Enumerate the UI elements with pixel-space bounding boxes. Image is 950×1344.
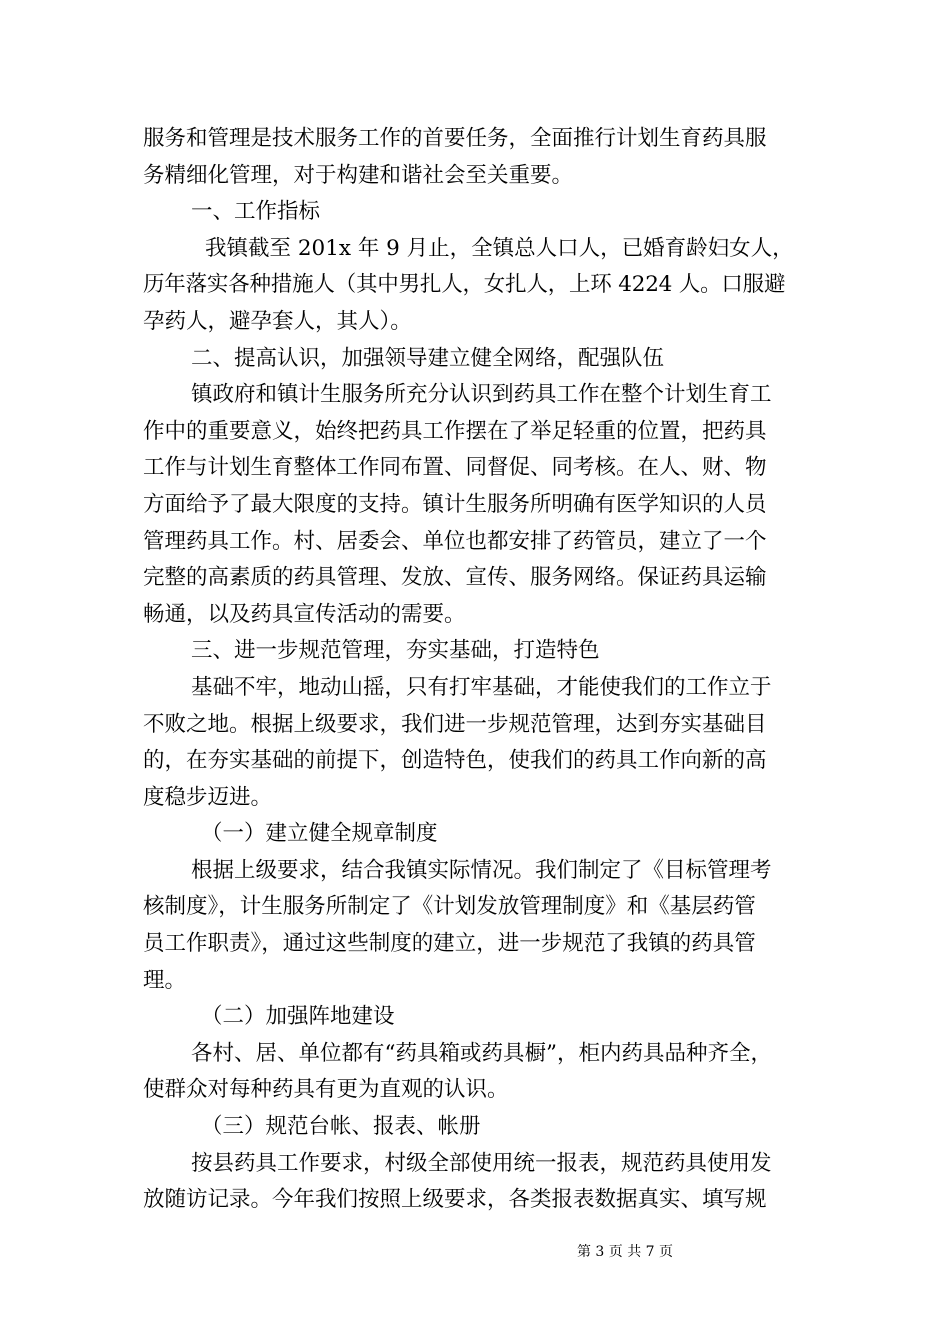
subsection-heading: （三）规范台帐、报表、帐册 [201, 1114, 481, 1140]
paragraph-line: 放随访记录。今年我们按照上级要求，各类报表数据真实、填写规 [143, 1187, 767, 1213]
paragraph-line: 方面给予了最大限度的支持。镇计生服务所明确有医学知识的人员 [143, 491, 767, 517]
subsection-heading: （二）加强阵地建设 [201, 1004, 395, 1030]
paragraph-line: 工作与计划生育整体工作同布置、同督促、同考核。在人、财、物 [143, 455, 767, 481]
paragraph-line: 理。 [143, 967, 187, 993]
paragraph-line: 我镇截至 201x 年 9 月止，全镇总人口人，已婚育龄妇女人， [205, 235, 794, 261]
paragraph-line: 作中的重要意义，始终把药具工作摆在了举足轻重的位置，把药具 [143, 418, 767, 444]
paragraph-line: 员工作职责》，通过这些制度的建立，进一步规范了我镇的药具管 [143, 931, 756, 957]
paragraph-line: 使群众对每种药具有更为直观的认识。 [143, 1077, 509, 1103]
section-heading: 二、提高认识，加强领导建立健全网络，配强队伍 [191, 345, 665, 371]
paragraph-line: 根据上级要求，结合我镇实际情况。我们制定了《目标管理考 [191, 857, 772, 883]
paragraph-line: 服务和管理是技术服务工作的首要任务，全面推行计划生育药具服 [143, 126, 767, 151]
paragraph-line: 历年落实各种措施人（其中男扎人，女扎人，上环 4224 人。口服避 [143, 272, 786, 298]
paragraph-line: 管理药具工作。村、居委会、单位也都安排了药管员，建立了一个 [143, 528, 767, 554]
page-number-footer: 第 3 页 共 7 页 [576, 1244, 674, 1260]
section-heading: 三、进一步规范管理，夯实基础，打造特色 [191, 638, 600, 664]
paragraph-line: 度稳步迈进。 [143, 784, 273, 810]
paragraph-line: 孕药人，避孕套人，其人）。 [143, 308, 412, 334]
paragraph-line: 完整的高素质的药具管理、发放、宣传、服务网络。保证药具运输 [143, 565, 767, 591]
paragraph-line: 各村、居、单位都有“药具箱或药具橱”，柜内药具品种齐全， [191, 1040, 772, 1066]
paragraph-line: 基础不牢，地动山摇，只有打牢基础，才能使我们的工作立于 [191, 674, 772, 700]
paragraph-line: 的，在夯实基础的前提下，创造特色，使我们的药具工作向新的高 [143, 748, 767, 774]
paragraph-line: 核制度》，计生服务所制定了《计划发放管理制度》和《基层药管 [143, 894, 756, 920]
paragraph-line: 按县药具工作要求，村级全部使用统一报表，规范药具使用发 [191, 1150, 772, 1176]
paragraph-line: 畅通，以及药具宣传活动的需要。 [143, 601, 466, 627]
section-heading: 一、工作指标 [191, 199, 321, 225]
paragraph-line: 务精细化管理，对于构建和谐社会至关重要。 [143, 162, 574, 188]
paragraph-line: 镇政府和镇计生服务所充分认识到药具工作在整个计划生育工 [191, 382, 772, 408]
subsection-heading: （一）建立健全规章制度 [201, 821, 438, 847]
paragraph-line: 不败之地。根据上级要求，我们进一步规范管理，达到夯实基础目 [143, 711, 767, 737]
document-body [143, 121, 823, 1219]
